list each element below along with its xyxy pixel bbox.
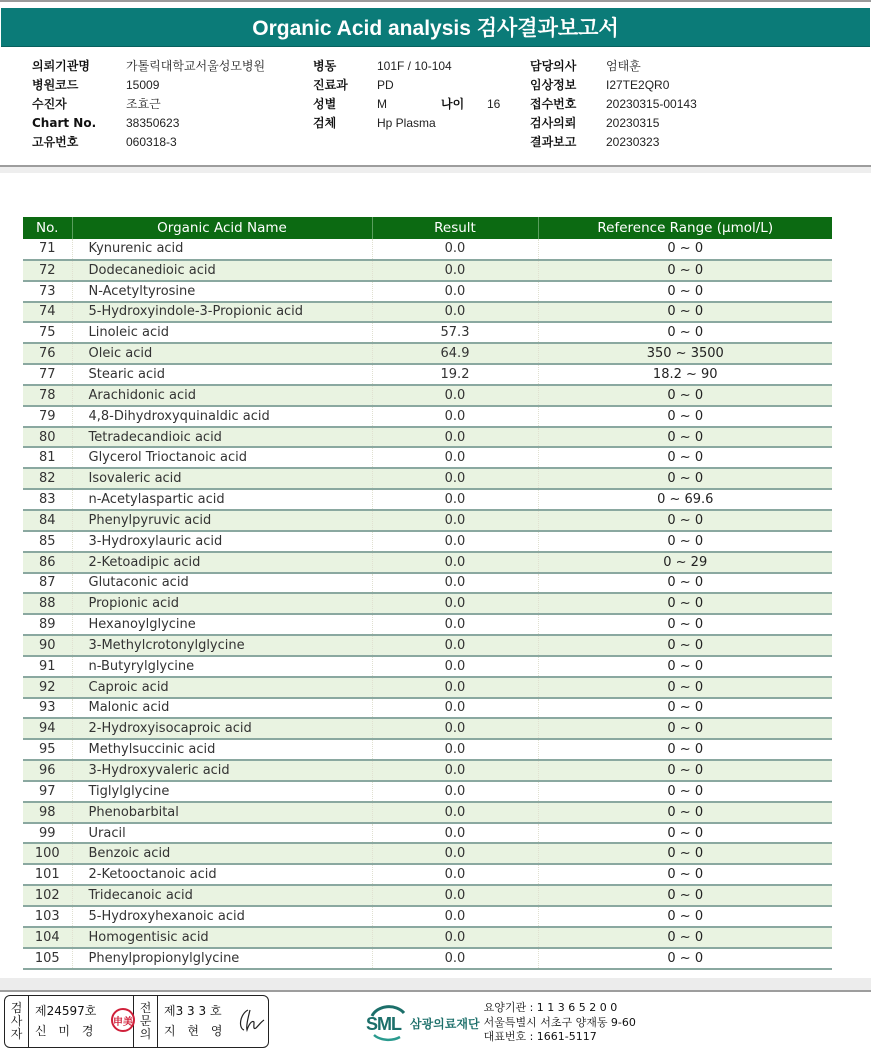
organization-name: 삼광의료재단 <box>410 1016 480 1031</box>
cell-name: Tiglylglycine <box>72 781 372 802</box>
info-label: 성별 <box>313 97 337 111</box>
table-row <box>23 948 832 969</box>
table-row <box>23 593 832 614</box>
cell-result: 0.0 <box>372 260 538 281</box>
table-row <box>23 781 832 802</box>
info-value: 20230323 <box>606 134 660 149</box>
cell-no: 75 <box>23 322 72 343</box>
cell-ref: 0 ~ 0 <box>538 510 832 531</box>
specialist-name: 지 현 영 <box>164 1024 227 1038</box>
table-row <box>23 885 832 906</box>
cell-name: Linoleic acid <box>72 322 372 343</box>
table-row <box>23 677 832 698</box>
signature-box <box>4 995 269 1048</box>
cell-result: 57.3 <box>372 322 538 343</box>
cell-no: 104 <box>23 927 72 948</box>
info-column-1 <box>32 56 265 151</box>
cell-ref: 0 ~ 0 <box>538 593 832 614</box>
cell-name: Arachidonic acid <box>72 385 372 406</box>
sml-logo-icon: SML <box>366 1001 410 1045</box>
report-title: Organic Acid analysis 검사결과보고서 <box>1 8 870 47</box>
cell-ref: 0 ~ 0 <box>538 802 832 823</box>
cell-ref: 0 ~ 0 <box>538 885 832 906</box>
cell-result: 0.0 <box>372 781 538 802</box>
cell-name: Malonic acid <box>72 698 372 719</box>
cell-ref: 0 ~ 0 <box>538 385 832 406</box>
cell-ref: 0 ~ 0 <box>538 760 832 781</box>
cell-ref: 350 ~ 3500 <box>538 343 832 364</box>
table-row <box>23 468 832 489</box>
info-label: 검체 <box>313 116 337 130</box>
cell-ref: 0 ~ 0 <box>538 260 832 281</box>
cell-no: 86 <box>23 552 72 573</box>
cell-ref: 0 ~ 0 <box>538 447 832 468</box>
cell-no: 84 <box>23 510 72 531</box>
cell-ref: 0 ~ 0 <box>538 302 832 323</box>
organization-info <box>484 1001 636 1045</box>
cell-result: 0.0 <box>372 823 538 844</box>
cell-name: 2-Ketoadipic acid <box>72 552 372 573</box>
specialist-cell <box>158 996 268 1047</box>
top-border <box>0 0 871 2</box>
info-value: 060318-3 <box>126 134 177 149</box>
cell-ref: 0 ~ 0 <box>538 927 832 948</box>
table-row <box>23 906 832 927</box>
cell-result: 0.0 <box>372 635 538 656</box>
info-value: 101F / 10-104 <box>377 58 452 73</box>
cell-no: 90 <box>23 635 72 656</box>
info-row <box>313 56 500 75</box>
table-row <box>23 364 832 385</box>
cell-name: 3-Hydroxylauric acid <box>72 531 372 552</box>
cell-result: 0.0 <box>372 718 538 739</box>
specialist-label: 전 문 의 <box>134 996 158 1047</box>
cell-result: 0.0 <box>372 948 538 969</box>
cell-result: 0.0 <box>372 698 538 719</box>
cell-result: 0.0 <box>372 864 538 885</box>
cell-ref: 0 ~ 0 <box>538 614 832 635</box>
cell-ref: 0 ~ 0 <box>538 239 832 260</box>
cell-name: Oleic acid <box>72 343 372 364</box>
cell-name: Phenobarbital <box>72 802 372 823</box>
cell-name: Glutaconic acid <box>72 573 372 594</box>
table-row <box>23 447 832 468</box>
cell-no: 87 <box>23 573 72 594</box>
cell-ref: 0 ~ 0 <box>538 677 832 698</box>
org-phone: 대표번호 : 1661-5117 <box>483 1030 597 1044</box>
cell-no: 99 <box>23 823 72 844</box>
table-row <box>23 802 832 823</box>
inspector-label: 검 사 자 <box>5 996 29 1047</box>
cell-name: 5-Hydroxyindole-3-Propionic acid <box>72 302 372 323</box>
cell-result: 0.0 <box>372 406 538 427</box>
info-row <box>530 75 697 94</box>
info-label: 수진자 <box>32 97 67 111</box>
cell-result: 0.0 <box>372 656 538 677</box>
cell-result: 0.0 <box>372 677 538 698</box>
info-label: Chart No. <box>32 115 97 130</box>
info-column-2 <box>313 56 500 132</box>
cell-no: 88 <box>23 593 72 614</box>
info-row <box>313 94 500 113</box>
cell-name: Hexanoylglycine <box>72 614 372 635</box>
cell-result: 0.0 <box>372 760 538 781</box>
table-row <box>23 239 832 260</box>
header-name: Organic Acid Name <box>72 217 372 239</box>
cell-result: 0.0 <box>372 510 538 531</box>
info-value: 38350623 <box>126 115 180 130</box>
cell-no: 92 <box>23 677 72 698</box>
cell-no: 72 <box>23 260 72 281</box>
info-row <box>32 56 265 75</box>
cell-no: 102 <box>23 885 72 906</box>
info-row <box>530 56 697 75</box>
cell-name: Tetradecandioic acid <box>72 427 372 448</box>
info-value: 가톨릭대학교서울성모병원 <box>126 59 266 73</box>
org-code: 요양기관 : 1 1 3 6 5 2 0 0 <box>483 1001 618 1015</box>
organization-block <box>366 998 666 1048</box>
cell-result: 0.0 <box>372 531 538 552</box>
cell-no: 73 <box>23 281 72 302</box>
table-row <box>23 635 832 656</box>
table-row <box>23 489 832 510</box>
patient-info <box>0 52 871 152</box>
cell-result: 0.0 <box>372 739 538 760</box>
cell-result: 0.0 <box>372 573 538 594</box>
info-label: 담당의사 <box>530 59 577 73</box>
cell-name: Glycerol Trioctanoic acid <box>72 447 372 468</box>
results-table <box>23 217 832 970</box>
age-label: 나이 <box>441 97 465 111</box>
cell-name: Caproic acid <box>72 677 372 698</box>
info-value: 조효근 <box>126 97 161 111</box>
cell-no: 77 <box>23 364 72 385</box>
cell-no: 71 <box>23 239 72 260</box>
info-label: 병원코드 <box>32 78 79 92</box>
inspector-cell <box>29 996 134 1047</box>
cell-no: 74 <box>23 302 72 323</box>
table-row <box>23 864 832 885</box>
cell-ref: 0 ~ 0 <box>538 864 832 885</box>
cell-result: 0.0 <box>372 802 538 823</box>
cell-ref: 0 ~ 0 <box>538 427 832 448</box>
info-row <box>32 94 265 113</box>
info-label: 병동 <box>313 59 337 73</box>
cell-name: Phenylpropionylglycine <box>72 948 372 969</box>
table-row <box>23 531 832 552</box>
cell-name: n-Butyrylglycine <box>72 656 372 677</box>
cell-ref: 0 ~ 0 <box>538 406 832 427</box>
cell-ref: 0 ~ 0 <box>538 698 832 719</box>
cell-name: 5-Hydroxyhexanoic acid <box>72 906 372 927</box>
cell-result: 0.0 <box>372 906 538 927</box>
cell-no: 105 <box>23 948 72 969</box>
table-row <box>23 302 832 323</box>
cell-name: Stearic acid <box>72 364 372 385</box>
info-row <box>530 113 697 132</box>
table-row <box>23 510 832 531</box>
table-row <box>23 343 832 364</box>
table-row <box>23 823 832 844</box>
cell-ref: 18.2 ~ 90 <box>538 364 832 385</box>
cell-result: 0.0 <box>372 427 538 448</box>
cell-result: 0.0 <box>372 447 538 468</box>
cell-ref: 0 ~ 69.6 <box>538 489 832 510</box>
cell-no: 100 <box>23 843 72 864</box>
cell-name: 4,8-Dihydroxyquinaldic acid <box>72 406 372 427</box>
cell-no: 82 <box>23 468 72 489</box>
table-row <box>23 281 832 302</box>
cell-result: 0.0 <box>372 614 538 635</box>
cell-no: 101 <box>23 864 72 885</box>
table-row <box>23 718 832 739</box>
info-row <box>530 132 697 151</box>
footer-divider <box>0 990 871 992</box>
cell-no: 98 <box>23 802 72 823</box>
cell-name: Methylsuccinic acid <box>72 739 372 760</box>
org-address: 서울특별시 서초구 양재동 9-60 <box>483 1015 636 1029</box>
cell-name: Propionic acid <box>72 593 372 614</box>
cell-name: Dodecanedioic acid <box>72 260 372 281</box>
info-value: PD <box>377 77 394 92</box>
table-row <box>23 552 832 573</box>
cell-no: 80 <box>23 427 72 448</box>
cell-no: 89 <box>23 614 72 635</box>
divider-band <box>0 167 871 173</box>
cell-result: 0.0 <box>372 885 538 906</box>
table-row <box>23 260 832 281</box>
info-value: 20230315 <box>606 115 660 130</box>
cell-no: 93 <box>23 698 72 719</box>
cell-ref: 0 ~ 0 <box>538 843 832 864</box>
info-label: 의뢰기관명 <box>32 59 90 73</box>
table-header-row <box>23 217 832 239</box>
cell-result: 0.0 <box>372 927 538 948</box>
cell-ref: 0 ~ 29 <box>538 552 832 573</box>
cell-ref: 0 ~ 0 <box>538 531 832 552</box>
table-row <box>23 656 832 677</box>
cell-result: 0.0 <box>372 385 538 406</box>
cell-name: Uracil <box>72 823 372 844</box>
table-row <box>23 614 832 635</box>
cell-name: 3-Methylcrotonylglycine <box>72 635 372 656</box>
table-row <box>23 927 832 948</box>
cell-result: 19.2 <box>372 364 538 385</box>
info-value: Hp Plasma <box>377 115 436 130</box>
header-no: No. <box>23 217 72 239</box>
table-row <box>23 760 832 781</box>
cell-name: Benzoic acid <box>72 843 372 864</box>
info-label: 검사의뢰 <box>530 116 577 130</box>
cell-no: 97 <box>23 781 72 802</box>
info-value: 20230315-00143 <box>606 96 697 111</box>
header-reference: Reference Range (μmol/L) <box>538 217 832 239</box>
cell-no: 81 <box>23 447 72 468</box>
cell-name: 3-Hydroxyvaleric acid <box>72 760 372 781</box>
table-row <box>23 427 832 448</box>
cell-result: 0.0 <box>372 468 538 489</box>
table-row <box>23 385 832 406</box>
cell-no: 95 <box>23 739 72 760</box>
signature-icon <box>236 1006 266 1034</box>
cell-ref: 0 ~ 0 <box>538 823 832 844</box>
cell-ref: 0 ~ 0 <box>538 656 832 677</box>
cell-result: 0.0 <box>372 843 538 864</box>
cell-name: 2-Ketooctanoic acid <box>72 864 372 885</box>
cell-no: 94 <box>23 718 72 739</box>
cell-ref: 0 ~ 0 <box>538 281 832 302</box>
info-label: 결과보고 <box>530 135 577 149</box>
cell-ref: 0 ~ 0 <box>538 739 832 760</box>
inspector-name: 신 미 경 <box>35 1024 98 1038</box>
info-row <box>32 113 265 132</box>
info-label: 접수번호 <box>530 97 577 111</box>
info-label: 임상정보 <box>530 78 577 92</box>
cell-name: 2-Hydroxyisocaproic acid <box>72 718 372 739</box>
cell-ref: 0 ~ 0 <box>538 906 832 927</box>
cell-ref: 0 ~ 0 <box>538 468 832 489</box>
cell-name: Phenylpyruvic acid <box>72 510 372 531</box>
info-value: I27TE2QR0 <box>606 77 670 92</box>
info-value: M <box>377 96 387 111</box>
cell-name: Kynurenic acid <box>72 239 372 260</box>
cell-no: 91 <box>23 656 72 677</box>
cell-no: 83 <box>23 489 72 510</box>
cell-ref: 0 ~ 0 <box>538 573 832 594</box>
table-row <box>23 406 832 427</box>
cell-result: 0.0 <box>372 489 538 510</box>
cell-ref: 0 ~ 0 <box>538 635 832 656</box>
cell-ref: 0 ~ 0 <box>538 718 832 739</box>
cell-result: 0.0 <box>372 552 538 573</box>
info-row <box>530 94 697 113</box>
inspector-license-no: 제24597호 <box>35 1004 97 1018</box>
cell-no: 79 <box>23 406 72 427</box>
cell-result: 0.0 <box>372 281 538 302</box>
cell-name: Homogentisic acid <box>72 927 372 948</box>
table-row <box>23 698 832 719</box>
cell-name: n-Acetylaspartic acid <box>72 489 372 510</box>
table-row <box>23 573 832 594</box>
cell-result: 0.0 <box>372 302 538 323</box>
cell-result: 0.0 <box>372 593 538 614</box>
table-body <box>23 239 832 969</box>
table-row <box>23 322 832 343</box>
age-value: 16 <box>487 96 501 111</box>
cell-result: 64.9 <box>372 343 538 364</box>
info-row <box>313 75 500 94</box>
cell-no: 76 <box>23 343 72 364</box>
cell-result: 0.0 <box>372 239 538 260</box>
cell-no: 96 <box>23 760 72 781</box>
info-row <box>32 132 265 151</box>
cell-no: 78 <box>23 385 72 406</box>
cell-ref: 0 ~ 0 <box>538 781 832 802</box>
cell-name: Isovaleric acid <box>72 468 372 489</box>
table-row <box>23 843 832 864</box>
table-row <box>23 739 832 760</box>
specialist-license-no: 제3 3 3 호 <box>164 1004 222 1018</box>
cell-ref: 0 ~ 0 <box>538 948 832 969</box>
header-result: Result <box>372 217 538 239</box>
info-label: 고유번호 <box>32 135 79 149</box>
cell-no: 85 <box>23 531 72 552</box>
cell-name: Tridecanoic acid <box>72 885 372 906</box>
cell-no: 103 <box>23 906 72 927</box>
cell-name: N-Acetyltyrosine <box>72 281 372 302</box>
info-row <box>32 75 265 94</box>
cell-ref: 0 ~ 0 <box>538 322 832 343</box>
info-label: 진료과 <box>313 78 348 92</box>
info-column-3 <box>530 56 697 151</box>
info-value: 15009 <box>126 77 160 92</box>
seal-stamp-icon: 申美 <box>111 1008 135 1032</box>
info-value: 엄태훈 <box>606 59 641 73</box>
info-row <box>313 113 500 132</box>
